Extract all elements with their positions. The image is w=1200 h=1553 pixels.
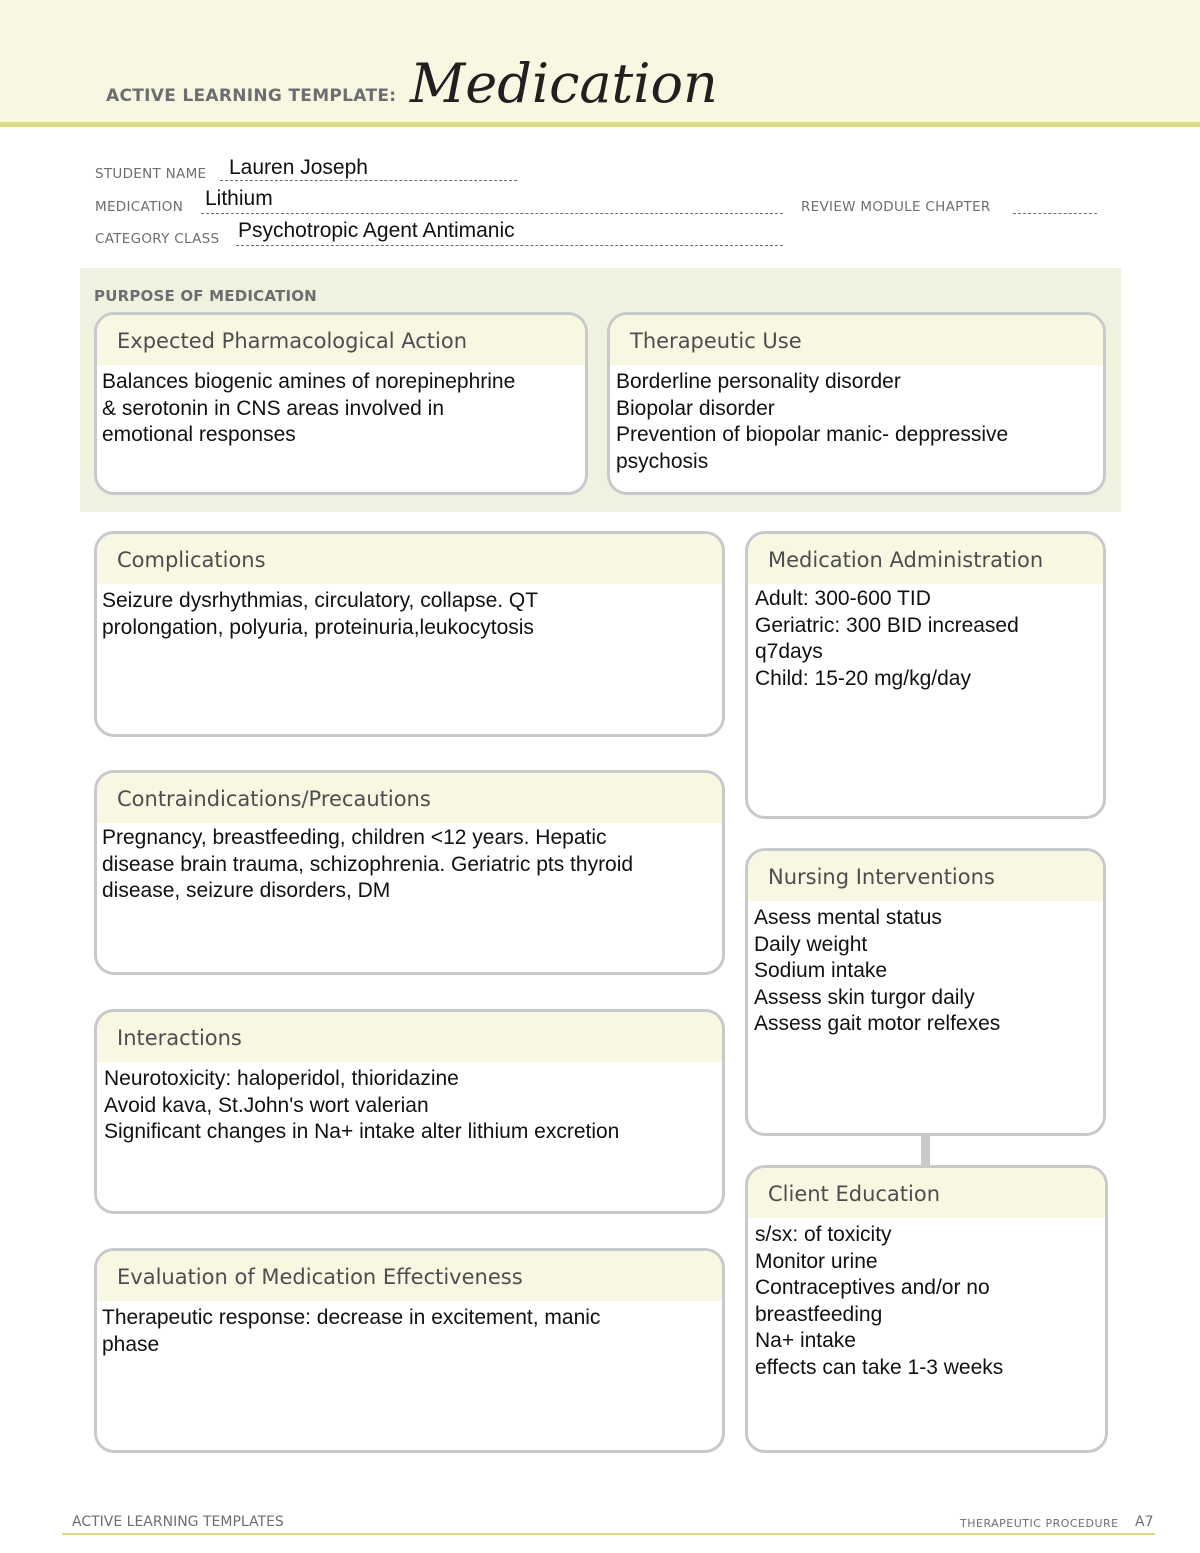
expected-action-box [94, 312, 588, 495]
footer-left: ACTIVE LEARNING TEMPLATES [72, 1514, 284, 1530]
medication-administration-title: Medication Administration [748, 534, 1103, 584]
medication-underline [201, 213, 783, 214]
client-education-text[interactable]: s/sx: of toxicity Monitor urine Contraceptives and/or no breastfeeding Na+ intake effects can take 1-3 weeks [755, 1223, 1004, 1379]
contraindications-box [94, 770, 725, 975]
expected-action-text[interactable]: Balances biogenic amines of norepinephrine & serotonin in CNS areas involved in emotional responses [102, 370, 516, 446]
medication-label: MEDICATION [95, 199, 184, 215]
evaluation-box [94, 1248, 725, 1453]
purpose-label: PURPOSE OF MEDICATION [94, 287, 317, 305]
medication-field[interactable]: Lithium [205, 187, 273, 210]
interactions-text[interactable]: Neurotoxicity: haloperidol, thioridazine Avoid kava, St.John's wort valerian Significant changes in Na+ intake alter lithium excretion [104, 1067, 620, 1143]
student-name-label: STUDENT NAME [95, 166, 207, 182]
review-module-underline [1013, 213, 1097, 214]
client-education-title: Client Education [748, 1168, 1105, 1218]
footer-rule [62, 1533, 1155, 1535]
header-rule [0, 122, 1200, 127]
complications-box [94, 531, 725, 737]
therapeutic-use-box [607, 312, 1106, 495]
contraindications-title: Contraindications/Precautions [97, 773, 722, 823]
student-name-field[interactable]: Lauren Joseph [229, 156, 368, 179]
therapeutic-use-text[interactable]: Borderline personality disorder Biopolar disorder Prevention of biopolar manic- deppressive psychosis [616, 370, 1009, 473]
category-class-label: CATEGORY CLASS [95, 231, 220, 247]
interactions-box [94, 1009, 725, 1214]
contraindications-text[interactable]: Pregnancy, breastfeeding, children <12 years. Hepatic disease brain trauma, schizophrenia. Geriatric pts thyroid disease, seizure disorders, DM [102, 826, 634, 902]
student-name-underline [220, 180, 517, 181]
nursing-interventions-box [745, 848, 1106, 1136]
complications-title: Complications [97, 534, 722, 584]
medication-administration-text[interactable]: Adult: 300-600 TID Geriatric: 300 BID increased q7days Child: 15-20 mg/kg/day [755, 587, 1019, 690]
medication-administration-box [745, 531, 1106, 819]
template-prefix: ACTIVE LEARNING TEMPLATE: [106, 86, 397, 106]
box-connector [921, 1135, 930, 1166]
client-education-box [745, 1165, 1108, 1453]
expected-action-title: Expected Pharmacological Action [97, 315, 585, 365]
footer-page-number: A7 [1135, 1514, 1154, 1530]
category-class-underline [236, 245, 783, 246]
template-title: Medication [410, 52, 718, 115]
nursing-interventions-title: Nursing Interventions [748, 851, 1103, 901]
interactions-title: Interactions [97, 1012, 722, 1062]
category-class-field[interactable]: Psychotropic Agent Antimanic [238, 219, 515, 242]
complications-text[interactable]: Seizure dysrhythmias, circulatory, collapse. QT prolongation, polyuria, proteinuria,leukocytosis [102, 589, 539, 639]
review-module-label: REVIEW MODULE CHAPTER [801, 199, 991, 215]
nursing-interventions-text[interactable]: Asess mental status Daily weight Sodium intake Assess skin turgor daily Assess gait motor relfexes [754, 906, 1001, 1035]
evaluation-title: Evaluation of Medication Effectiveness [97, 1251, 722, 1301]
footer-right: THERAPEUTIC PROCEDURE [960, 1517, 1119, 1530]
evaluation-text[interactable]: Therapeutic response: decrease in excitement, manic phase [102, 1306, 601, 1356]
therapeutic-use-title: Therapeutic Use [610, 315, 1103, 365]
